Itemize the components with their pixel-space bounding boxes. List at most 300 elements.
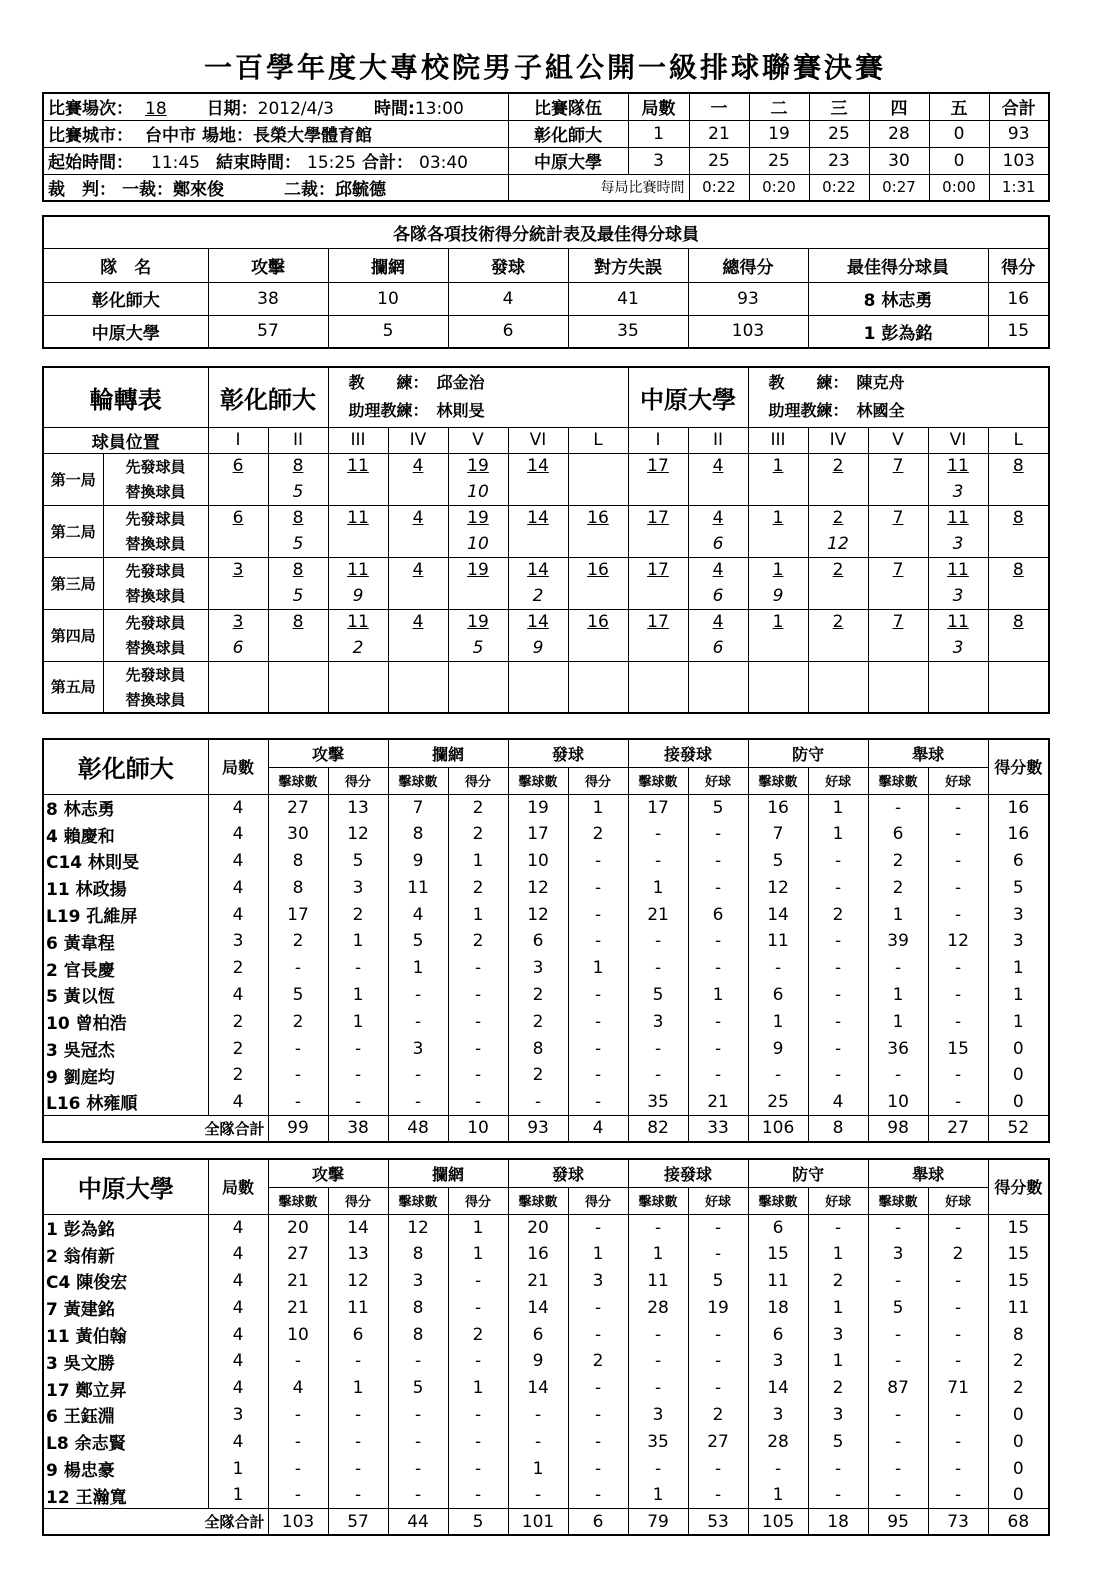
starter-number: 16: [568, 557, 628, 583]
stat-cell: 2: [868, 848, 928, 875]
stat-cell: -: [388, 1482, 448, 1509]
starter-number: 16: [568, 505, 628, 531]
sub-number: [388, 687, 448, 713]
skill-group-header: 舉球: [868, 1159, 988, 1187]
stat-cell: -: [568, 1214, 628, 1241]
sub-number: [328, 479, 388, 505]
sub-number: [268, 635, 328, 661]
stat-cell: -: [508, 1089, 568, 1116]
stat-cell: 0: [988, 1402, 1049, 1429]
stat-cell: -: [508, 1402, 568, 1429]
sub-number: [508, 479, 568, 505]
stat-cell: -: [928, 901, 988, 928]
position-header: II: [268, 427, 328, 453]
match-info-row-4: 裁 判： 一裁：鄭來俊 二裁：邱毓德: [43, 174, 508, 201]
stat-cell: 16: [988, 794, 1049, 821]
stat-cell: 27: [268, 1241, 328, 1268]
position-header: I: [208, 427, 268, 453]
stat-cell: 0: [988, 1089, 1049, 1116]
stat-cell: 36: [868, 1035, 928, 1062]
total-cell: 68: [988, 1509, 1049, 1535]
starter-label: 先發球員: [103, 557, 208, 583]
stat-cell: -: [388, 1428, 448, 1455]
sub-number: [748, 531, 808, 557]
player-name: 9 劉庭均: [43, 1062, 208, 1089]
player-name: 3 吳冠杰: [43, 1035, 208, 1062]
stat-cell: 3: [628, 1008, 688, 1035]
sub-number: [868, 531, 928, 557]
skill-sub-header: 擊球數: [268, 767, 328, 794]
team-b-stats-table: [42, 1158, 1050, 1536]
stat-cell: -: [448, 1035, 508, 1062]
skill-sub-header: 得分: [448, 767, 508, 794]
sub-number: [208, 687, 268, 713]
sub-number: [808, 479, 868, 505]
stat-cell: -: [448, 1348, 508, 1375]
stat-cell: 2: [268, 928, 328, 955]
total-cell: 8: [808, 1116, 868, 1142]
stat-cell: 1: [808, 794, 868, 821]
starter-number: 4: [688, 505, 748, 531]
stat-cell: 3: [508, 955, 568, 982]
player-name: 8 林志勇: [43, 794, 208, 821]
starter-number: 19: [448, 557, 508, 583]
rotation-set-starters: [43, 453, 1049, 479]
stat-cell: -: [688, 1348, 748, 1375]
player-row: [43, 1035, 1049, 1062]
stat-cell: 14: [748, 901, 808, 928]
starter-number: [568, 661, 628, 687]
stat-cell: -: [628, 1035, 688, 1062]
stat-cell: 4: [208, 1294, 268, 1321]
position-header-row: 球員位置 I II III IV V VI L I II III IV V VI L: [43, 427, 1049, 453]
stat-cell: -: [448, 955, 508, 982]
sub-number: [568, 687, 628, 713]
starter-number: [988, 661, 1049, 687]
sub-number: [628, 635, 688, 661]
stat-cell: 0: [988, 1062, 1049, 1089]
sub-number: 3: [928, 583, 988, 609]
sub-number: [868, 635, 928, 661]
stat-cell: -: [448, 1008, 508, 1035]
stat-cell: 8: [388, 1241, 448, 1268]
stat-cell: -: [268, 955, 328, 982]
stat-cell: 10: [868, 1089, 928, 1116]
starter-number: 14: [508, 505, 568, 531]
stat-cell: -: [448, 1455, 508, 1482]
sub-number: [508, 687, 568, 713]
stat-cell: -: [688, 1241, 748, 1268]
sub-number: 5: [268, 583, 328, 609]
position-header: III: [328, 427, 388, 453]
player-name: L8 余志賢: [43, 1428, 208, 1455]
stat-cell: -: [328, 1402, 388, 1429]
stat-cell: 1: [808, 821, 868, 848]
position-header: III: [748, 427, 808, 453]
stat-cell: 4: [268, 1375, 328, 1402]
starter-number: 14: [508, 453, 568, 479]
stat-cell: 4: [208, 821, 268, 848]
sub-number: [988, 583, 1049, 609]
stat-cell: 1: [988, 955, 1049, 982]
sub-number: [388, 583, 448, 609]
sub-number: 6: [688, 531, 748, 557]
sub-number: 5: [268, 531, 328, 557]
stat-cell: -: [568, 848, 628, 875]
total-cell: 4: [568, 1116, 628, 1142]
position-header: V: [868, 427, 928, 453]
stat-cell: -: [388, 1008, 448, 1035]
stat-cell: 4: [208, 982, 268, 1009]
starter-number: 17: [628, 609, 688, 635]
stat-cell: 2: [448, 874, 508, 901]
stat-cell: 6: [328, 1321, 388, 1348]
stat-cell: 2: [448, 1321, 508, 1348]
player-row: [43, 848, 1049, 875]
stat-cell: 25: [748, 1089, 808, 1116]
player-row: [43, 1321, 1049, 1348]
player-row: [43, 1294, 1049, 1321]
total-cell: 6: [568, 1509, 628, 1535]
starter-number: 19: [448, 609, 508, 635]
team-name: 中原大學: [43, 1159, 208, 1214]
sub-number: [208, 479, 268, 505]
player-row: [43, 1008, 1049, 1035]
stat-cell: -: [388, 1089, 448, 1116]
skill-sub-header: 好球: [808, 767, 868, 794]
tech-stats-title: 各隊各項技術得分統計表及最佳得分球員: [43, 216, 1049, 248]
stat-cell: -: [748, 1455, 808, 1482]
stat-cell: 1: [568, 955, 628, 982]
stat-cell: 28: [628, 1294, 688, 1321]
player-name: 9 楊忠豪: [43, 1455, 208, 1482]
stat-cell: 1: [988, 982, 1049, 1009]
stat-cell: 1: [868, 1008, 928, 1035]
stat-cell: -: [628, 1321, 688, 1348]
stat-cell: 6: [868, 821, 928, 848]
player-name: 2 翁侑新: [43, 1241, 208, 1268]
stat-cell: -: [868, 1321, 928, 1348]
stat-cell: 3: [808, 1402, 868, 1429]
skill-sub-header: 得分: [568, 1187, 628, 1214]
stat-cell: 16: [748, 794, 808, 821]
sub-number: 3: [928, 479, 988, 505]
sub-number: [988, 479, 1049, 505]
stat-cell: -: [628, 1375, 688, 1402]
player-row: [43, 1455, 1049, 1482]
stat-cell: 2: [928, 1241, 988, 1268]
sub-number: 9: [748, 583, 808, 609]
stat-cell: -: [748, 955, 808, 982]
stat-cell: 1: [448, 1375, 508, 1402]
starter-number: 11: [928, 453, 988, 479]
skill-sub-header: 好球: [928, 1187, 988, 1214]
stat-cell: 5: [988, 874, 1049, 901]
skill-sub-header: 擊球數: [628, 767, 688, 794]
sub-number: 6: [208, 635, 268, 661]
set-label: 第二局: [43, 505, 103, 557]
stat-cell: -: [328, 1062, 388, 1089]
starter-number: 8: [988, 453, 1049, 479]
set-label: 第四局: [43, 609, 103, 661]
stat-cell: 6: [748, 982, 808, 1009]
skill-sub-header: 得分: [568, 767, 628, 794]
sub-number: [868, 479, 928, 505]
starter-label: 先發球員: [103, 661, 208, 687]
sub-number: [808, 583, 868, 609]
stat-cell: -: [868, 1062, 928, 1089]
stat-cell: -: [868, 1348, 928, 1375]
starter-number: 8: [268, 453, 328, 479]
sub-number: [628, 479, 688, 505]
skill-sub-header: 好球: [688, 1187, 748, 1214]
stat-cell: 3: [208, 1402, 268, 1429]
stat-cell: -: [688, 1482, 748, 1509]
skill-sub-header: 擊球數: [508, 1187, 568, 1214]
stat-cell: -: [928, 982, 988, 1009]
sub-number: [748, 635, 808, 661]
points-header: 得分數: [988, 1159, 1049, 1214]
sub-number: [328, 531, 388, 557]
sub-number: [448, 687, 508, 713]
stat-cell: 1: [508, 1455, 568, 1482]
stat-cell: -: [928, 1482, 988, 1509]
starter-label: 先發球員: [103, 609, 208, 635]
skill-group-header: 攔網: [388, 1159, 508, 1187]
tech-stats-table: 各隊各項技術得分統計表及最佳得分球員 隊 名 攻擊 攔網 發球 對方失誤 總得分 最佳得分球員 得分 彰化師大 38 10 4 41 93 8 林志勇 16 中原大學 57 5 6 35 103 1 彭為銘 15: [42, 215, 1050, 349]
starter-number: 4: [388, 453, 448, 479]
starter-number: 2: [808, 453, 868, 479]
sub-number: [508, 531, 568, 557]
position-header: IV: [388, 427, 448, 453]
position-header: L: [988, 427, 1049, 453]
total-cell: 18: [808, 1509, 868, 1535]
stat-cell: 11: [988, 1294, 1049, 1321]
position-header: V: [448, 427, 508, 453]
starter-number: 7: [868, 609, 928, 635]
stat-cell: 1: [748, 1482, 808, 1509]
stat-cell: 6: [988, 848, 1049, 875]
total-cell: 98: [868, 1116, 928, 1142]
stat-cell: -: [568, 1428, 628, 1455]
player-name: L19 孔維屏: [43, 901, 208, 928]
stat-cell: 1: [568, 794, 628, 821]
rotation-set-starters: [43, 505, 1049, 531]
stat-cell: 12: [508, 901, 568, 928]
stat-cell: -: [328, 1455, 388, 1482]
stat-cell: -: [808, 1008, 868, 1035]
sub-number: [988, 635, 1049, 661]
stat-cell: -: [628, 928, 688, 955]
stat-cell: 1: [448, 901, 508, 928]
sub-number: 5: [268, 479, 328, 505]
sub-number: [388, 531, 448, 557]
stat-cell: -: [448, 1482, 508, 1509]
sub-number: [628, 687, 688, 713]
skill-group-header: 攻擊: [268, 1159, 388, 1187]
stat-cell: -: [448, 1294, 508, 1321]
stat-cell: 2: [448, 794, 508, 821]
stat-cell: 4: [208, 1321, 268, 1348]
total-cell: 99: [268, 1116, 328, 1142]
stat-cell: -: [328, 1482, 388, 1509]
stat-cell: -: [808, 955, 868, 982]
starter-number: [268, 661, 328, 687]
player-row: [43, 1089, 1049, 1116]
stat-cell: -: [688, 1214, 748, 1241]
sub-number: [748, 687, 808, 713]
rotation-set-subs: [43, 635, 1049, 661]
stat-cell: 11: [388, 874, 448, 901]
stat-cell: 15: [988, 1214, 1049, 1241]
stat-cell: 12: [928, 928, 988, 955]
set-label: 第一局: [43, 453, 103, 505]
stat-cell: 1: [328, 982, 388, 1009]
stat-cell: 11: [748, 928, 808, 955]
stat-cell: 6: [508, 1321, 568, 1348]
stat-cell: 2: [508, 1062, 568, 1089]
position-header: VI: [508, 427, 568, 453]
sets-header: 局數: [208, 739, 268, 794]
starter-number: 7: [868, 557, 928, 583]
stat-cell: 10: [268, 1321, 328, 1348]
stat-cell: 5: [808, 1428, 868, 1455]
stat-cell: 1: [388, 955, 448, 982]
starter-number: 8: [268, 557, 328, 583]
stat-cell: 21: [688, 1089, 748, 1116]
stat-cell: 4: [208, 874, 268, 901]
starter-number: 17: [628, 505, 688, 531]
stat-cell: 21: [628, 901, 688, 928]
stat-cell: 7: [748, 821, 808, 848]
score-team-a: 彰化師大: [508, 120, 628, 147]
sub-number: 2: [328, 635, 388, 661]
skill-group-header: 接發球: [628, 1159, 748, 1187]
stat-cell: 39: [868, 928, 928, 955]
stat-cell: 5: [328, 848, 388, 875]
stat-cell: -: [808, 1214, 868, 1241]
stat-cell: -: [268, 1482, 328, 1509]
starter-number: 4: [388, 609, 448, 635]
total-cell: 52: [988, 1116, 1049, 1142]
points-header: 得分數: [988, 739, 1049, 794]
stat-cell: -: [688, 1062, 748, 1089]
stat-cell: -: [868, 1428, 928, 1455]
player-name: 4 賴慶和: [43, 821, 208, 848]
skill-sub-header: 得分: [328, 767, 388, 794]
stat-cell: 10: [508, 848, 568, 875]
rotation-set-starters: [43, 609, 1049, 635]
stat-cell: -: [568, 1294, 628, 1321]
stat-cell: 21: [268, 1268, 328, 1295]
starter-number: 1: [748, 557, 808, 583]
stat-cell: 0: [988, 1428, 1049, 1455]
sub-number: [208, 583, 268, 609]
starter-number: [928, 661, 988, 687]
total-label: 全隊合計: [43, 1509, 268, 1535]
starter-label: 先發球員: [103, 453, 208, 479]
player-name: 7 黃建銘: [43, 1294, 208, 1321]
stat-cell: 5: [388, 928, 448, 955]
sub-number: [208, 531, 268, 557]
skill-sub-header: 擊球數: [868, 767, 928, 794]
skill-group-header: 發球: [508, 1159, 628, 1187]
stat-cell: 3: [628, 1402, 688, 1429]
starter-number: [328, 661, 388, 687]
stat-cell: 20: [268, 1214, 328, 1241]
stat-cell: 1: [568, 1241, 628, 1268]
stat-cell: 11: [748, 1268, 808, 1295]
stat-cell: 2: [808, 1268, 868, 1295]
total-cell: 82: [628, 1116, 688, 1142]
stat-cell: -: [868, 1214, 928, 1241]
player-row: [43, 1062, 1049, 1089]
stat-cell: -: [688, 928, 748, 955]
stat-cell: 12: [328, 1268, 388, 1295]
sub-number: [988, 687, 1049, 713]
stat-cell: 3: [568, 1268, 628, 1295]
stat-cell: 3: [988, 928, 1049, 955]
stat-cell: 8: [268, 848, 328, 875]
stat-cell: -: [928, 1294, 988, 1321]
stat-cell: 4: [208, 1214, 268, 1241]
stat-cell: -: [628, 848, 688, 875]
starter-number: 7: [868, 453, 928, 479]
stat-cell: 1: [628, 1482, 688, 1509]
stat-cell: -: [448, 1089, 508, 1116]
sub-number: [628, 531, 688, 557]
skill-group-header: 防守: [748, 1159, 868, 1187]
stat-cell: 2: [868, 874, 928, 901]
stat-cell: -: [928, 1428, 988, 1455]
stat-cell: -: [808, 928, 868, 955]
stat-cell: 0: [988, 1035, 1049, 1062]
stat-cell: -: [868, 794, 928, 821]
player-name: L16 林雍順: [43, 1089, 208, 1116]
stat-cell: -: [688, 821, 748, 848]
stat-cell: 0: [988, 1482, 1049, 1509]
stat-cell: 21: [268, 1294, 328, 1321]
stat-cell: -: [808, 848, 868, 875]
sub-number: [808, 687, 868, 713]
player-name: C4 陳俊宏: [43, 1268, 208, 1295]
stat-cell: 1: [208, 1455, 268, 1482]
starter-number: 11: [928, 505, 988, 531]
stat-cell: 2: [208, 1035, 268, 1062]
stat-cell: -: [568, 1482, 628, 1509]
stat-cell: 1: [808, 1241, 868, 1268]
stat-cell: -: [268, 1062, 328, 1089]
total-cell: 105: [748, 1509, 808, 1535]
player-row: [43, 1214, 1049, 1241]
rotation-set-starters: [43, 557, 1049, 583]
skill-group-header: 攻擊: [268, 739, 388, 767]
stat-cell: 1: [628, 1241, 688, 1268]
starter-number: 8: [268, 609, 328, 635]
stat-cell: -: [808, 874, 868, 901]
total-cell: 48: [388, 1116, 448, 1142]
stat-cell: 1: [748, 1008, 808, 1035]
stat-cell: 5: [688, 1268, 748, 1295]
stat-cell: 28: [748, 1428, 808, 1455]
stat-cell: 2: [448, 928, 508, 955]
total-cell: 106: [748, 1116, 808, 1142]
sub-number: [688, 687, 748, 713]
stat-cell: -: [688, 1455, 748, 1482]
stat-cell: -: [628, 1062, 688, 1089]
stat-cell: 5: [868, 1294, 928, 1321]
player-name: 3 吳文勝: [43, 1348, 208, 1375]
